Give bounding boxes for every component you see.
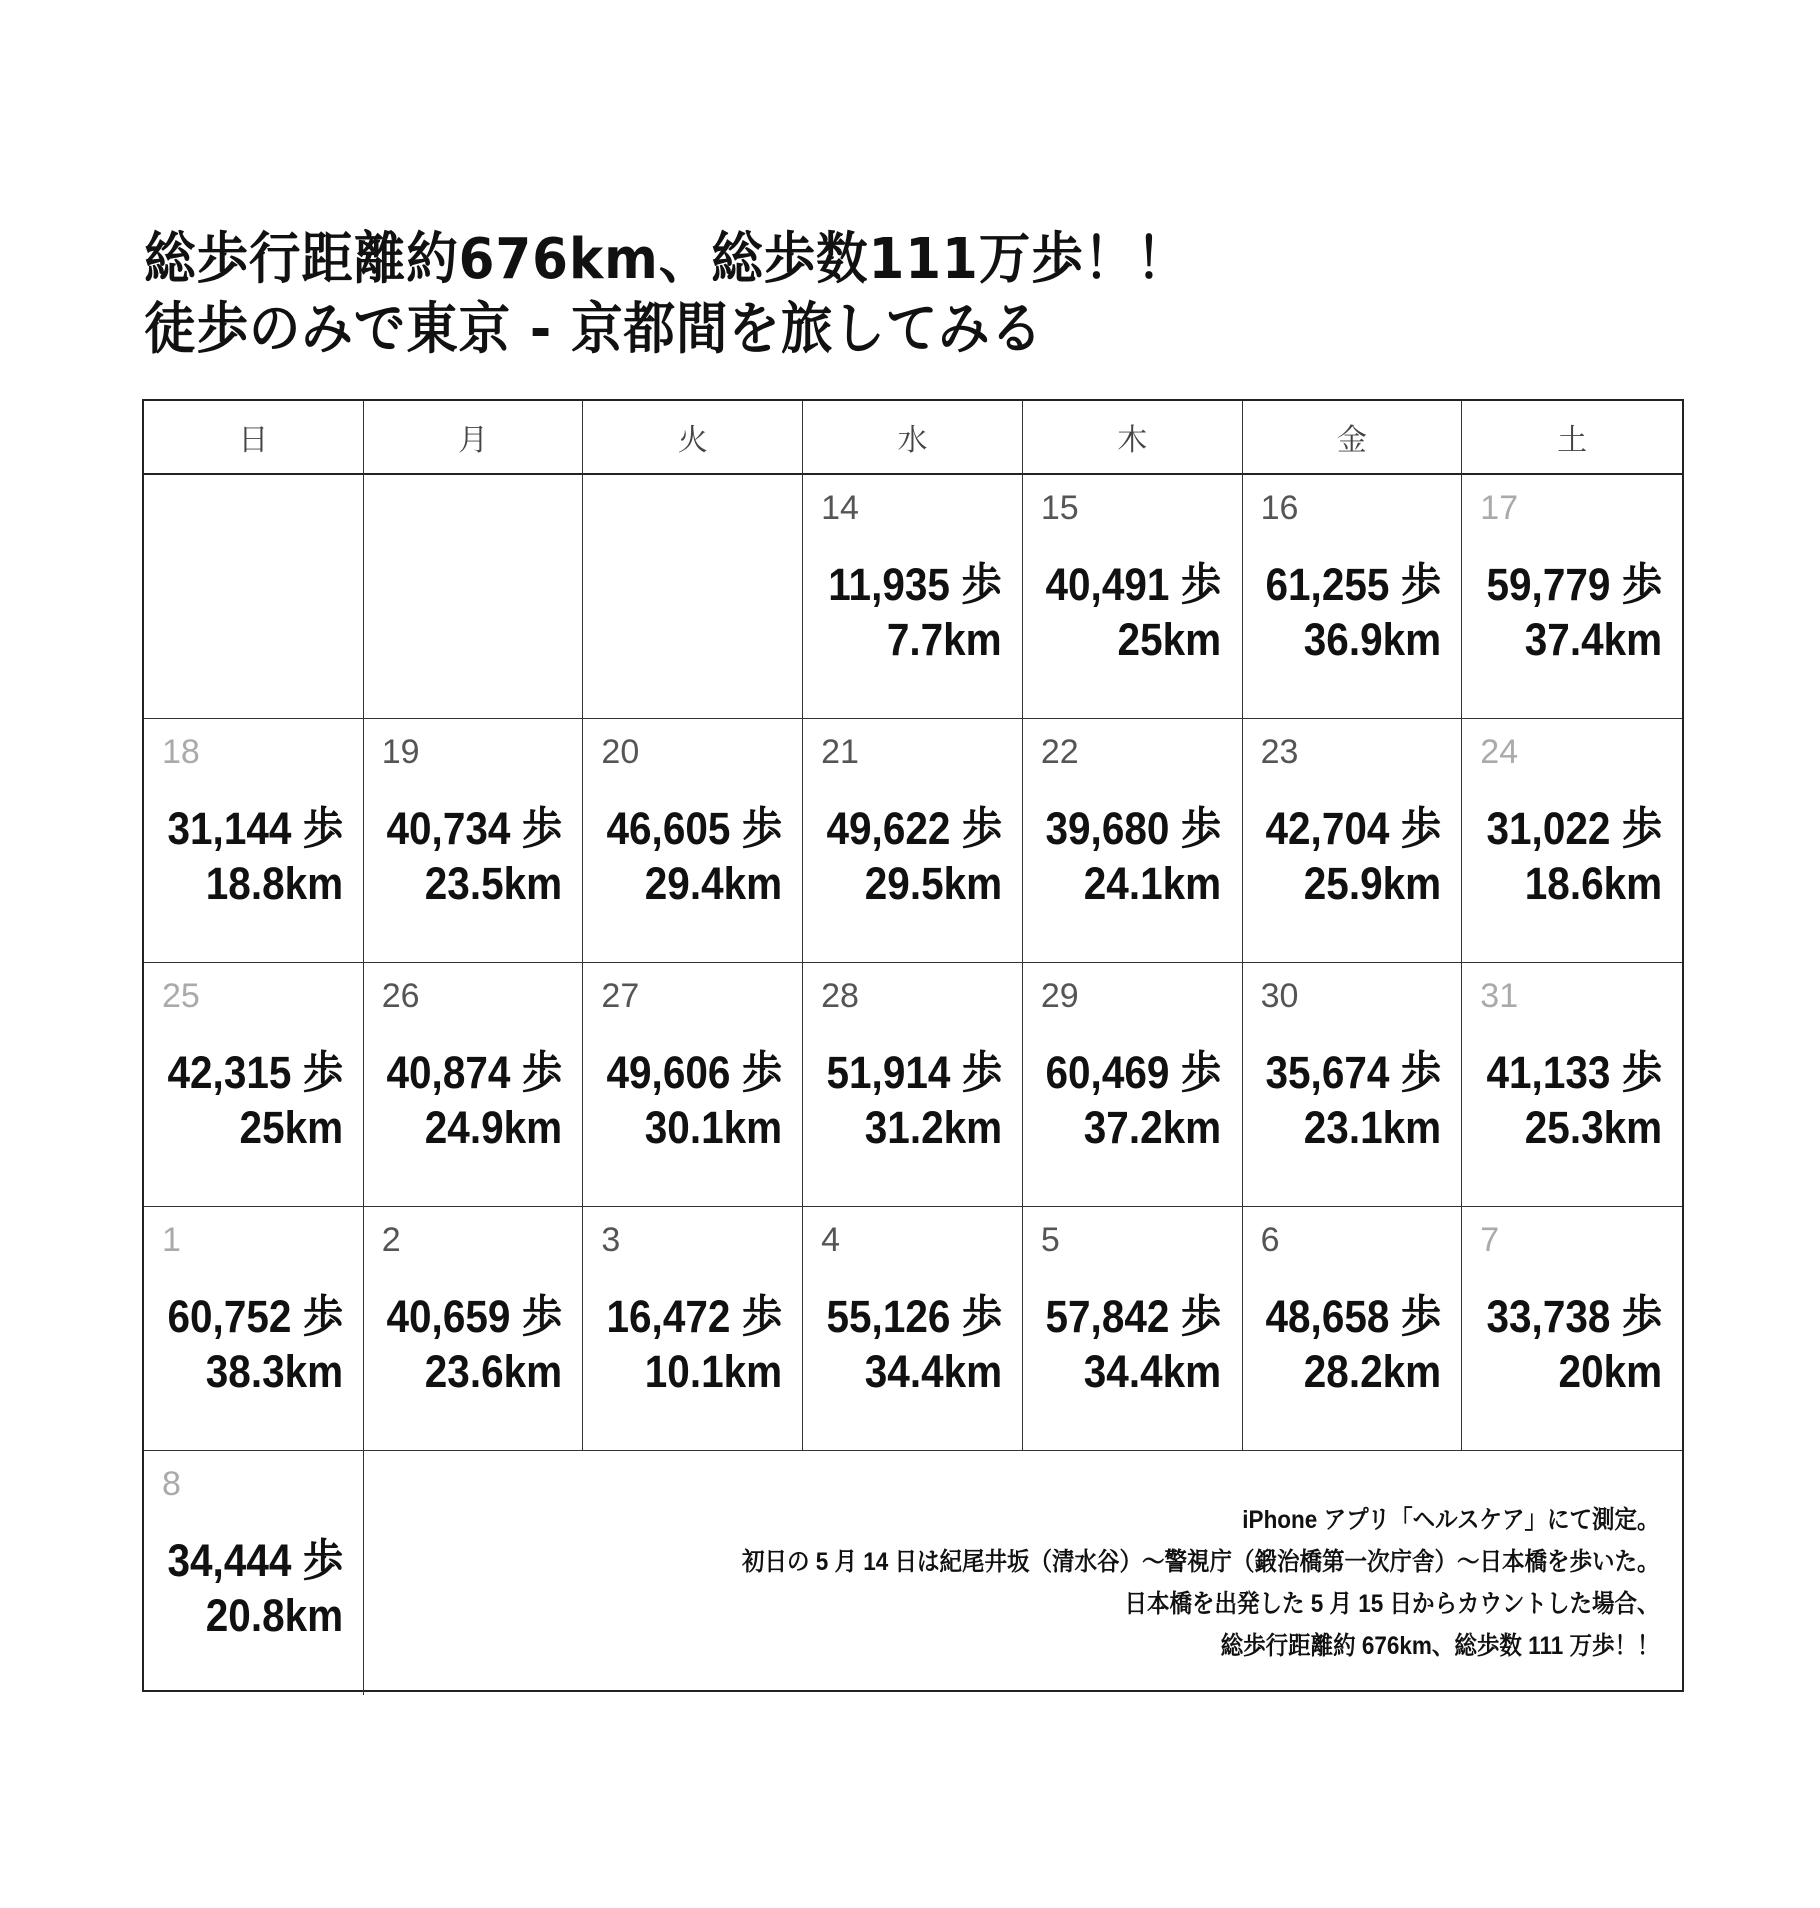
empty-cell [144,475,364,719]
weekday-header: 木 [1023,401,1243,475]
calendar-day-cell [1462,1207,1682,1451]
day-number: 25 [162,977,200,1015]
weekday-header: 日 [144,401,364,475]
distance: 23.1km [1303,1102,1442,1153]
day-stats [1467,801,1662,911]
step-count: 16,472 歩 [606,1291,783,1342]
distance: 18.8km [205,858,343,909]
calendar-day-cell [1243,1207,1463,1451]
day-stats [1467,1045,1662,1155]
distance: 31.2km [864,1102,1002,1153]
step-count: 49,606 歩 [606,1047,783,1098]
day-stats [1467,1289,1662,1399]
weekday-header: 火 [583,401,803,475]
day-number: 24 [1480,733,1519,771]
day-number: 28 [821,977,859,1015]
calendar-day-cell [583,1207,803,1451]
calendar-day-cell [364,719,584,963]
day-number: 22 [1040,733,1079,771]
day-stats [148,1045,343,1155]
calendar-day-cell [803,475,1023,719]
distance: 24.1km [1084,858,1222,909]
step-count: 55,126 歩 [826,1291,1002,1342]
distance: 29.4km [644,858,783,909]
calendar-day-cell [583,719,803,963]
day-number: 26 [381,977,420,1015]
title-line-1: 総歩行距離約676km、総歩数111万歩！！ [144,227,1189,292]
calendar-day-cell [144,963,364,1207]
step-count: 49,622 歩 [826,803,1002,854]
day-number: 15 [1040,489,1079,527]
calendar-day-cell [803,1207,1023,1451]
day-stats [367,801,562,911]
distance: 30.1km [644,1102,783,1153]
day-stats [148,1533,343,1643]
day-number: 18 [162,733,200,771]
day-stats [1026,1045,1221,1155]
step-count: 31,144 歩 [167,803,343,854]
calendar-day-cell [364,963,584,1207]
step-count: 39,680 歩 [1045,803,1222,854]
day-stats [807,1045,1002,1155]
step-count: 57,842 歩 [1045,1291,1222,1342]
distance: 7.7km [886,614,1002,665]
note-line: 総歩行距離約 676km、総歩数 111 万歩！！ [1221,1632,1660,1660]
weekday-header: 水 [803,401,1023,475]
distance: 38.3km [205,1346,343,1397]
distance: 20km [1558,1346,1662,1397]
day-number: 16 [1260,489,1299,527]
calendar-day-cell [803,963,1023,1207]
day-stats [1467,557,1662,667]
step-count: 41,133 歩 [1486,1047,1662,1098]
day-stats [587,1045,782,1155]
day-number: 19 [381,733,420,771]
day-number: 6 [1260,1221,1280,1259]
distance: 18.6km [1524,858,1662,909]
distance: 25.9km [1303,858,1442,909]
step-count: 46,605 歩 [606,803,783,854]
step-count: 60,469 歩 [1045,1047,1222,1098]
day-number: 29 [1040,977,1079,1015]
calendar-day-cell [144,1451,364,1695]
distance: 34.4km [864,1346,1002,1397]
empty-cell [364,475,584,719]
calendar-day-cell [144,719,364,963]
note-line: 日本橋を出発した 5 月 15 日からカウントした場合、 [1124,1590,1660,1618]
distance: 24.9km [425,1102,563,1153]
day-stats [367,1045,562,1155]
distance: 28.2km [1303,1346,1442,1397]
step-count: 40,734 歩 [386,803,563,854]
day-number: 3 [601,1221,621,1259]
day-stats [1026,801,1221,911]
step-count: 11,935 歩 [828,559,1002,610]
day-stats [1026,1289,1221,1399]
day-stats [1026,557,1221,667]
distance: 25km [1117,614,1222,665]
day-stats [148,801,343,911]
note-line: iPhone アプリ「ヘルスケア」にて測定。 [1242,1506,1660,1534]
weekday-header: 金 [1243,401,1463,475]
step-count: 40,491 歩 [1045,559,1222,610]
page-title [144,225,1279,365]
step-count: 61,255 歩 [1265,559,1442,610]
step-count: 42,315 歩 [167,1047,343,1098]
calendar-day-cell [1023,719,1243,963]
distance: 37.2km [1084,1102,1222,1153]
step-count: 35,674 歩 [1265,1047,1442,1098]
day-number: 21 [821,733,859,771]
day-stats [1246,801,1441,911]
distance: 34.4km [1084,1346,1222,1397]
distance: 25km [239,1102,343,1153]
step-count: 59,779 歩 [1486,559,1662,610]
distance: 25.3km [1524,1102,1662,1153]
day-stats [807,801,1002,911]
calendar-day-cell [803,719,1023,963]
empty-cell [583,475,803,719]
day-number: 20 [601,733,640,771]
day-stats [1246,557,1441,667]
day-number: 31 [1480,977,1519,1015]
distance: 10.1km [644,1346,783,1397]
calendar-day-cell [144,1207,364,1451]
day-number: 7 [1480,1221,1500,1259]
step-count: 31,022 歩 [1486,803,1662,854]
day-stats [807,1289,1002,1399]
calendar-day-cell [583,963,803,1207]
distance: 23.5km [425,858,563,909]
day-stats [148,1289,343,1399]
calendar-day-cell [364,1207,584,1451]
step-count: 40,659 歩 [386,1291,563,1342]
calendar-day-cell [1023,1207,1243,1451]
day-stats [587,801,782,911]
day-number: 8 [162,1465,181,1503]
distance: 20.8km [205,1590,343,1641]
day-stats [367,1289,562,1399]
calendar-day-cell [1462,475,1682,719]
note-cell [364,1451,1682,1695]
step-count: 60,752 歩 [167,1291,343,1342]
day-number: 27 [601,977,640,1015]
day-stats [587,1289,782,1399]
day-number: 2 [381,1221,401,1259]
distance: 36.9km [1303,614,1442,665]
calendar-table [142,399,1684,1692]
calendar-day-cell [1462,719,1682,963]
calendar-day-cell [1462,963,1682,1207]
calendar-day-cell [1023,963,1243,1207]
calendar-day-cell [1243,963,1463,1207]
step-count: 42,704 歩 [1265,803,1442,854]
day-stats [1246,1045,1441,1155]
step-count: 48,658 歩 [1265,1291,1442,1342]
distance: 29.5km [864,858,1002,909]
calendar-day-cell [1023,475,1243,719]
day-number: 14 [821,489,859,527]
day-number: 4 [821,1221,841,1259]
day-number: 17 [1480,489,1519,527]
step-count: 51,914 歩 [826,1047,1002,1098]
day-number: 5 [1040,1221,1060,1259]
day-number: 30 [1260,977,1299,1015]
day-stats [1246,1289,1441,1399]
day-stats [809,557,1002,667]
note-text [640,1499,1660,1667]
step-count: 34,444 歩 [167,1535,343,1586]
title-line-2: 徒歩のみで東京 - 京都間を旅してみる [144,297,1044,362]
step-count: 33,738 歩 [1486,1291,1662,1342]
step-count: 40,874 歩 [386,1047,563,1098]
distance: 37.4km [1524,614,1662,665]
day-number: 23 [1260,733,1299,771]
calendar-day-cell [1243,475,1463,719]
note-line: 初日の 5 月 14 日は紀尾井坂（清水谷）〜警視庁（鍛治橋第一次庁舎）〜日本橋を歩いた。 [742,1548,1660,1576]
weekday-header: 月 [364,401,584,475]
day-number: 1 [162,1221,181,1259]
distance: 23.6km [425,1346,563,1397]
weekday-header: 土 [1462,401,1682,475]
calendar-day-cell [1243,719,1463,963]
